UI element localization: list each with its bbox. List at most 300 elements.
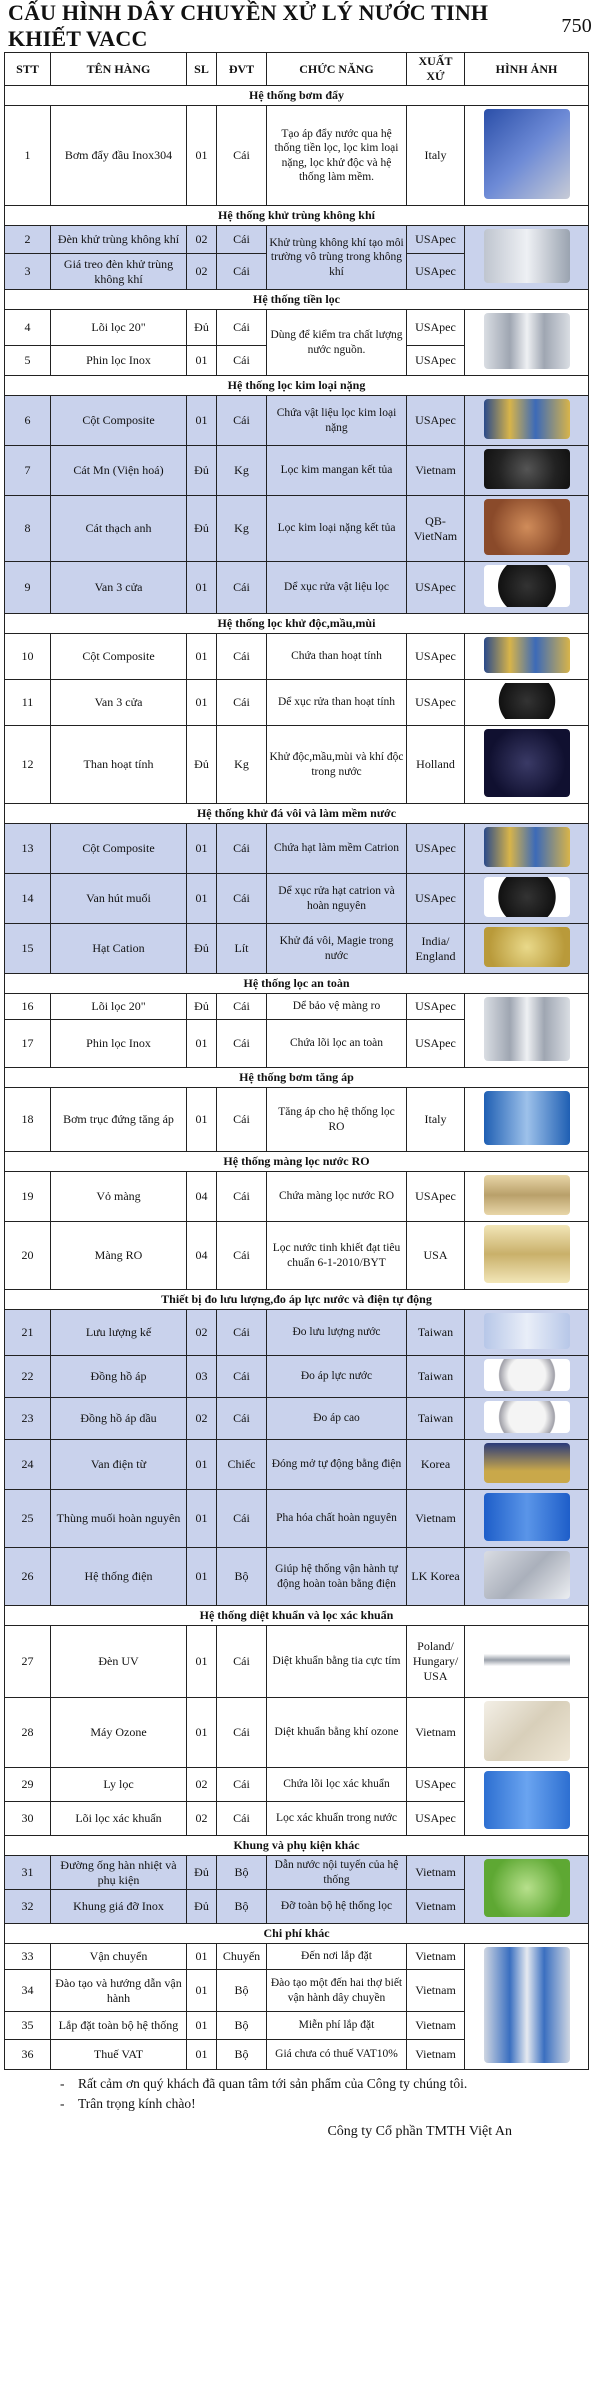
cell-stt: 14 (5, 874, 51, 924)
cell-qty: 01 (187, 1626, 217, 1698)
cell-name: Đường ống hàn nhiệt và phụ kiện (51, 1856, 187, 1890)
cell-function: Đo áp lực nước (267, 1356, 407, 1398)
cell-stt: 11 (5, 680, 51, 726)
cell-unit: Cái (217, 874, 267, 924)
cell-unit: Bộ (217, 1890, 267, 1924)
composite-tank-image (484, 399, 570, 439)
table-row (5, 1548, 589, 1606)
cell-origin: Italy (407, 1088, 465, 1152)
header-function: CHỨC NĂNG (267, 53, 407, 86)
cell-stt: 5 (5, 346, 51, 376)
cell-function: Chứa than hoạt tính (267, 634, 407, 680)
cell-origin: USApec (407, 634, 465, 680)
cell-function: Đến nơi lắp đặt (267, 1944, 407, 1970)
cell-name: Hạt Cation (51, 924, 187, 974)
cell-qty: 01 (187, 106, 217, 206)
cell-function: Lọc xác khuẩn trong nước (267, 1802, 407, 1836)
cell-stt: 13 (5, 824, 51, 874)
cell-name: Hệ thống điện (51, 1548, 187, 1606)
cell-function: Đỡ toàn bộ hệ thống lọc (267, 1890, 407, 1924)
cell-qty: 01 (187, 1088, 217, 1152)
cell-qty: 04 (187, 1222, 217, 1290)
cell-unit: Cái (217, 634, 267, 680)
cell-function: Khử trùng không khí tạo môi trường vô trùng trong không khí (267, 226, 407, 290)
section-header-row (5, 1924, 589, 1944)
cell-stt: 4 (5, 310, 51, 346)
table-row (5, 634, 589, 680)
cell-name: Lưu lượng kế (51, 1310, 187, 1356)
section-header-row (5, 1606, 589, 1626)
cell-stt: 30 (5, 1802, 51, 1836)
filter-housing-image (484, 997, 570, 1061)
cell-image (465, 1310, 589, 1356)
cell-image (465, 1944, 589, 2070)
cell-stt: 27 (5, 1626, 51, 1698)
cell-qty: 02 (187, 254, 217, 290)
cell-unit: Cái (217, 1356, 267, 1398)
cell-qty: Đủ (187, 496, 217, 562)
cell-stt: 6 (5, 396, 51, 446)
cell-origin: USApec (407, 680, 465, 726)
cell-image (465, 924, 589, 974)
cell-origin: Vietnam (407, 446, 465, 496)
cell-image (465, 1698, 589, 1768)
cartridge-image (484, 1771, 570, 1829)
cell-stt: 18 (5, 1088, 51, 1152)
pump-image (484, 109, 570, 199)
cell-name: Cột Composite (51, 824, 187, 874)
cell-qty: 01 (187, 680, 217, 726)
cell-function: Giá chưa có thuế VAT10% (267, 2040, 407, 2070)
cell-qty: 01 (187, 1944, 217, 1970)
cell-name: Van 3 cửa (51, 680, 187, 726)
cell-function: Dể xục rửa hạt catrion và hoàn nguyên (267, 874, 407, 924)
section-title: Hệ thống lọc khử độc,mầu,mùi (5, 614, 589, 634)
table-row (5, 726, 589, 804)
company-signature: Công ty Cổ phần TMTH Việt An (327, 2124, 512, 2139)
cell-function: Chứa lõi lọc xác khuẩn (267, 1768, 407, 1802)
cell-name: Van 3 cửa (51, 562, 187, 614)
cell-origin: Vietnam (407, 1970, 465, 2012)
cell-stt: 9 (5, 562, 51, 614)
flowmeter-image (484, 1313, 570, 1349)
cell-function: Miễn phí lắp đặt (267, 2012, 407, 2040)
cell-image (465, 562, 589, 614)
cell-name: Đèn UV (51, 1626, 187, 1698)
cell-name: Bơm trục đứng tăng áp (51, 1088, 187, 1152)
cell-stt: 33 (5, 1944, 51, 1970)
cell-unit: Chiếc (217, 1440, 267, 1490)
section-header-row (5, 86, 589, 106)
cell-qty: 01 (187, 1698, 217, 1768)
cell-stt: 3 (5, 254, 51, 290)
cell-image (465, 1548, 589, 1606)
footer-note-text: Trân trọng kính chào! (78, 2096, 196, 2111)
cell-qty: 01 (187, 1548, 217, 1606)
salt-tank-image (484, 1493, 570, 1541)
cell-unit: Kg (217, 726, 267, 804)
cell-qty: 01 (187, 562, 217, 614)
table-row (5, 1398, 589, 1440)
cell-origin: USApec (407, 824, 465, 874)
cell-unit: Cái (217, 1802, 267, 1836)
cell-image (465, 496, 589, 562)
footer-note: - Rất cảm ơn quý khách đã quan tâm tới sản phẩm của Công ty chúng tôi. (60, 2074, 592, 2094)
section-title: Thiết bị đo lưu lượng,đo áp lực nước và điện tự động (5, 1290, 589, 1310)
cell-stt: 20 (5, 1222, 51, 1290)
cell-name: Máy Ozone (51, 1698, 187, 1768)
cell-function: Dẫn nước nội tuyến của hệ thống (267, 1856, 407, 1890)
cell-qty: 02 (187, 226, 217, 254)
section-title: Hệ thống khử trùng không khí (5, 206, 589, 226)
cell-qty: Đủ (187, 994, 217, 1020)
cell-function: Đo lưu lượng nước (267, 1310, 407, 1356)
cell-function: Chứa vật liệu lọc kim loại nặng (267, 396, 407, 446)
cell-origin: Vietnam (407, 1856, 465, 1890)
section-header-row (5, 804, 589, 824)
cell-name: Than hoạt tính (51, 726, 187, 804)
cell-origin: Vietnam (407, 1944, 465, 1970)
cation-resin-image (484, 927, 570, 967)
header-stt: STT (5, 53, 51, 86)
cell-origin: Poland/ Hungary/ USA (407, 1626, 465, 1698)
cell-function: Pha hóa chất hoàn nguyên (267, 1490, 407, 1548)
section-title: Khung và phụ kiện khác (5, 1836, 589, 1856)
cell-unit: Bộ (217, 1856, 267, 1890)
filter-housing-image (484, 313, 570, 369)
cell-name: Lắp đặt toàn bộ hệ thống (51, 2012, 187, 2040)
cell-qty: 01 (187, 874, 217, 924)
cell-qty: Đủ (187, 1856, 217, 1890)
cell-origin: Vietnam (407, 1490, 465, 1548)
activated-carbon-image (484, 729, 570, 797)
cell-function: Đào tạo một đến hai thợ biết vận hành dây chuyền (267, 1970, 407, 2012)
cell-image (465, 994, 589, 1068)
header-name: TÊN HÀNG (51, 53, 187, 86)
table-row (5, 496, 589, 562)
cell-stt: 35 (5, 2012, 51, 2040)
cell-unit: Cái (217, 1310, 267, 1356)
cell-unit: Bộ (217, 1970, 267, 2012)
cell-origin: USApec (407, 254, 465, 290)
cell-name: Cột Composite (51, 634, 187, 680)
page-title (0, 0, 592, 52)
cell-qty: 01 (187, 1440, 217, 1490)
title-main: CẤU HÌNH DÂY CHUYỀN XỬ LÝ NƯỚC TINH KHIẾT VACC (8, 0, 489, 51)
cell-unit: Kg (217, 496, 267, 562)
gauge-image (484, 1401, 570, 1433)
cell-unit: Cái (217, 106, 267, 206)
cell-qty: Đủ (187, 310, 217, 346)
cell-image (465, 1088, 589, 1152)
cell-image (465, 1172, 589, 1222)
cell-image (465, 1222, 589, 1290)
cell-stt: 24 (5, 1440, 51, 1490)
cell-image (465, 226, 589, 290)
cell-image (465, 1398, 589, 1440)
cell-origin: USApec (407, 1020, 465, 1068)
table-row (5, 824, 589, 874)
cell-unit: Chuyến (217, 1944, 267, 1970)
cell-stt: 10 (5, 634, 51, 680)
table-row (5, 874, 589, 924)
cell-image (465, 726, 589, 804)
section-title: Hệ thống lọc kim loại nặng (5, 376, 589, 396)
cell-name: Lõi lọc 20" (51, 994, 187, 1020)
section-header-row (5, 206, 589, 226)
cell-unit: Cái (217, 396, 267, 446)
cell-stt: 32 (5, 1890, 51, 1924)
table-body (5, 86, 589, 2070)
table-row (5, 1768, 589, 1802)
cell-name: Cột Composite (51, 396, 187, 446)
control-cabinet-image (484, 1551, 570, 1599)
cell-function: Dể xục rửa vật liệu lọc (267, 562, 407, 614)
cell-function: Diệt khuẩn bằng tia cực tím (267, 1626, 407, 1698)
cell-origin: India/ England (407, 924, 465, 974)
cell-unit: Cái (217, 562, 267, 614)
cell-qty: 04 (187, 1172, 217, 1222)
section-title: Hệ thống khử đá vôi và làm mềm nước (5, 804, 589, 824)
cell-name: Vỏ màng (51, 1172, 187, 1222)
cell-qty: 01 (187, 396, 217, 446)
cell-image (465, 1356, 589, 1398)
quartz-sand-image (484, 499, 570, 555)
cell-stt: 25 (5, 1490, 51, 1548)
cell-origin: USApec (407, 396, 465, 446)
cell-image (465, 106, 589, 206)
cell-qty: 01 (187, 1970, 217, 2012)
footer-note-text: Rất cảm ơn quý khách đã quan tâm tới sản phẩm của Công ty chúng tôi. (78, 2076, 468, 2091)
composite-tank-image (484, 827, 570, 867)
cell-stt: 8 (5, 496, 51, 562)
cell-qty: Đủ (187, 726, 217, 804)
cell-unit: Cái (217, 254, 267, 290)
ro-membrane-image (484, 1225, 570, 1283)
cell-function: Tăng áp cho hệ thống lọc RO (267, 1088, 407, 1152)
table-row (5, 924, 589, 974)
cell-unit: Cái (217, 1088, 267, 1152)
cell-stt: 19 (5, 1172, 51, 1222)
cell-qty: Đủ (187, 446, 217, 496)
cell-image (465, 634, 589, 680)
cell-function: Lọc nước tinh khiết đạt tiêu chuẩn 6-1-2010/BYT (267, 1222, 407, 1290)
section-header-row (5, 1068, 589, 1088)
cell-origin: USApec (407, 562, 465, 614)
table-row (5, 1310, 589, 1356)
cell-image (465, 680, 589, 726)
header-qty: SL (187, 53, 217, 86)
uv-unit-image (484, 1629, 570, 1691)
cell-unit: Lít (217, 924, 267, 974)
cell-function: Dể xục rửa than hoạt tính (267, 680, 407, 726)
cell-qty: 03 (187, 1356, 217, 1398)
table-row (5, 1698, 589, 1768)
cell-function: Khử đá vôi, Magie trong nước (267, 924, 407, 974)
cell-origin: USApec (407, 994, 465, 1020)
cell-qty: 01 (187, 1490, 217, 1548)
cell-function: Diệt khuẩn bằng khí ozone (267, 1698, 407, 1768)
cell-name: Lõi lọc xác khuẩn (51, 1802, 187, 1836)
cell-name: Giá treo đèn khử trùng không khí (51, 254, 187, 290)
cell-origin: Taiwan (407, 1356, 465, 1398)
table-row (5, 994, 589, 1020)
table-row (5, 1356, 589, 1398)
cell-origin: QB-VietNam (407, 496, 465, 562)
cell-qty: 01 (187, 2012, 217, 2040)
cell-function: Lọc kim loại nặng kết tủa (267, 496, 407, 562)
cell-name: Lõi lọc 20" (51, 310, 187, 346)
gauge-image (484, 1359, 570, 1391)
table-row (5, 1626, 589, 1698)
table-row (5, 562, 589, 614)
cell-name: Van điện từ (51, 1440, 187, 1490)
composite-tank-image (484, 637, 570, 673)
cell-image (465, 446, 589, 496)
cell-function: Chứa hạt làm mềm Catrion (267, 824, 407, 874)
cell-name: Thùng muối hoàn nguyên (51, 1490, 187, 1548)
cell-name: Cát thạch anh (51, 496, 187, 562)
footer (0, 2070, 592, 2142)
header-origin: XUẤT XỨ (407, 53, 465, 86)
cell-stt: 1 (5, 106, 51, 206)
cell-origin: USA (407, 1222, 465, 1290)
cell-unit: Cái (217, 1172, 267, 1222)
cell-origin: USApec (407, 226, 465, 254)
table-row (5, 1490, 589, 1548)
cell-stt: 7 (5, 446, 51, 496)
table-row (5, 1944, 589, 1970)
cell-unit: Cái (217, 1222, 267, 1290)
valve-image (484, 565, 570, 607)
cell-stt: 36 (5, 2040, 51, 2070)
cell-qty: Đủ (187, 924, 217, 974)
cell-name: Ly lọc (51, 1768, 187, 1802)
valve-image (484, 683, 570, 719)
table-header-row (5, 53, 589, 86)
equipment-table (4, 52, 589, 2070)
cell-stt: 17 (5, 1020, 51, 1068)
cell-stt: 31 (5, 1856, 51, 1890)
cell-stt: 2 (5, 226, 51, 254)
cell-origin: USApec (407, 1768, 465, 1802)
cell-name: Vận chuyển (51, 1944, 187, 1970)
cell-stt: 23 (5, 1398, 51, 1440)
cell-function: Chứa màng lọc nước RO (267, 1172, 407, 1222)
cell-stt: 29 (5, 1768, 51, 1802)
cell-origin: Korea (407, 1440, 465, 1490)
cell-qty: 01 (187, 1020, 217, 1068)
section-header-row (5, 614, 589, 634)
pipe-fittings-image (484, 1859, 570, 1917)
full-system-image (484, 1947, 570, 2063)
table-row (5, 310, 589, 346)
cell-origin: USApec (407, 310, 465, 346)
cell-unit: Kg (217, 446, 267, 496)
cell-unit: Cái (217, 1020, 267, 1068)
cell-unit: Cái (217, 1398, 267, 1440)
cell-image (465, 1440, 589, 1490)
cell-unit: Cái (217, 680, 267, 726)
cell-unit: Cái (217, 310, 267, 346)
cell-origin: Vietnam (407, 2040, 465, 2070)
cell-image (465, 310, 589, 376)
cell-name: Van hút muối (51, 874, 187, 924)
section-title: Hệ thống tiền lọc (5, 290, 589, 310)
cell-origin: USApec (407, 1802, 465, 1836)
cell-image (465, 874, 589, 924)
header-unit: ĐVT (217, 53, 267, 86)
cell-name: Phin lọc Inox (51, 1020, 187, 1068)
cell-unit: Cái (217, 994, 267, 1020)
uv-lamp-image (484, 229, 570, 283)
cell-image (465, 396, 589, 446)
cell-unit: Cái (217, 1768, 267, 1802)
title-suffix: 750 (561, 14, 592, 37)
cell-image (465, 1768, 589, 1836)
cell-stt: 12 (5, 726, 51, 804)
cell-qty: 01 (187, 824, 217, 874)
cell-origin: USApec (407, 874, 465, 924)
cell-function: Giúp hệ thống vận hành tự động hoàn toàn bằng điện (267, 1548, 407, 1606)
cell-unit: Cái (217, 824, 267, 874)
section-header-row (5, 376, 589, 396)
cell-stt: 22 (5, 1356, 51, 1398)
section-header-row (5, 1836, 589, 1856)
cell-origin: Vietnam (407, 2012, 465, 2040)
table-row (5, 446, 589, 496)
section-title: Hệ thống lọc an toàn (5, 974, 589, 994)
cell-name: Đồng hồ áp (51, 1356, 187, 1398)
table-row (5, 396, 589, 446)
cell-qty: 01 (187, 634, 217, 680)
vertical-pump-image (484, 1091, 570, 1145)
section-title: Hệ thống bơm tăng áp (5, 1068, 589, 1088)
table-row (5, 1222, 589, 1290)
cell-unit: Cái (217, 1626, 267, 1698)
section-title: Hệ thống bơm đẩy (5, 86, 589, 106)
ozone-machine-image (484, 1701, 570, 1761)
cell-stt: 28 (5, 1698, 51, 1768)
section-title: Chi phí khác (5, 1924, 589, 1944)
cell-unit: Cái (217, 1698, 267, 1768)
cell-image (465, 1626, 589, 1698)
cell-stt: 34 (5, 1970, 51, 2012)
cell-qty: Đủ (187, 1890, 217, 1924)
cell-function: Dể bảo vệ màng ro (267, 994, 407, 1020)
section-header-row (5, 290, 589, 310)
footer-note: - Trân trọng kính chào! (60, 2094, 592, 2114)
section-header-row (5, 1290, 589, 1310)
cell-unit: Bộ (217, 1548, 267, 1606)
cell-name: Thuế VAT (51, 2040, 187, 2070)
cell-qty: 01 (187, 2040, 217, 2070)
cell-function: Đo áp cao (267, 1398, 407, 1440)
cell-stt: 16 (5, 994, 51, 1020)
cell-unit: Cái (217, 346, 267, 376)
section-title: Hệ thống màng lọc nước RO (5, 1152, 589, 1172)
section-header-row (5, 1152, 589, 1172)
cell-origin: Taiwan (407, 1398, 465, 1440)
cell-stt: 15 (5, 924, 51, 974)
cell-origin: Italy (407, 106, 465, 206)
table-row (5, 226, 589, 254)
cell-unit: Cái (217, 226, 267, 254)
cell-stt: 26 (5, 1548, 51, 1606)
cell-origin: Vietnam (407, 1698, 465, 1768)
cell-name: Đèn khử trùng không khí (51, 226, 187, 254)
cell-function: Đóng mở tự động bằng điện (267, 1440, 407, 1490)
